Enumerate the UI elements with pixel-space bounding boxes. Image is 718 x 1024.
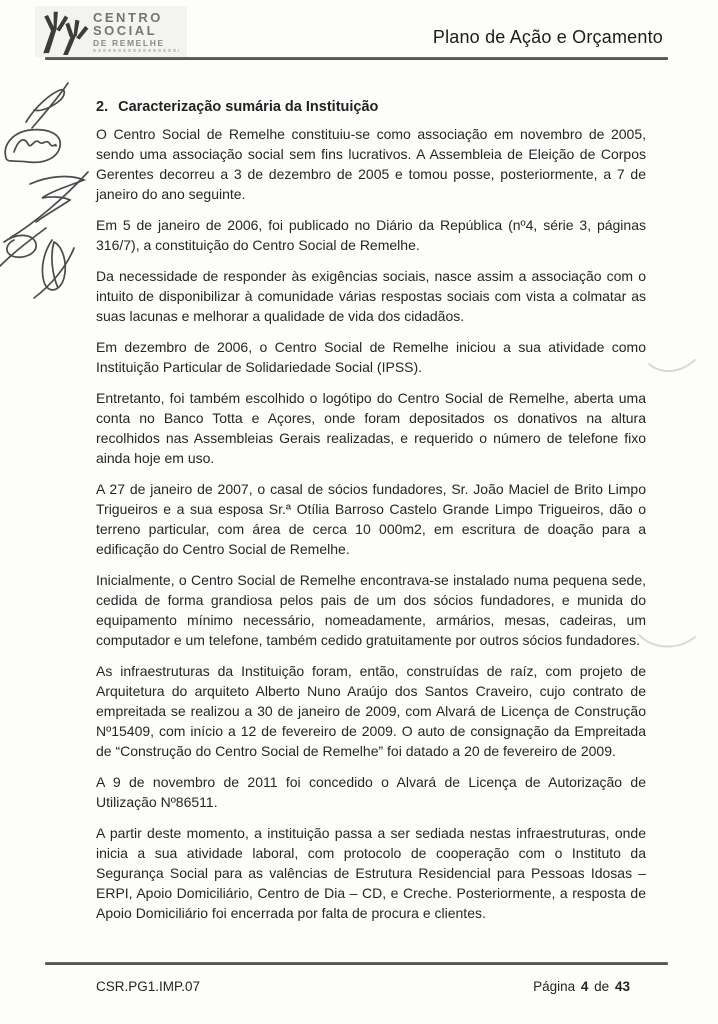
section-heading xyxy=(96,99,646,115)
paragraph: As infraestruturas da Instituição foram, então, construídas de raíz, com projeto de Arquitetura do arquiteto Alberto Nuno Araújo dos Santos Craveiro, cujo contrato de empreitada se realizou a 30 de janeiro de 2009, com Alvará de Licença de Construção Nº15409, com início a 12 de fevereiro de 2009. O auto de consignação da Empreitada de “Construção do Centro Social de Remelhe” foi datado a 20 de fevereiro de 2009. xyxy=(96,663,646,759)
header-rule xyxy=(45,57,668,60)
logo-line-de-remelhe: DE REMELHE xyxy=(93,37,165,48)
paragraph: A 27 de janeiro de 2007, o casal de sócios fundadores, Sr. João Maciel de Brito Limpo Trigueiros e a sua esposa Sr.ª Otília Barroso Castelo Grande Limpo Trigueiros, dão o terreno particular, com área de cerca 10 000m2, em escritura de doação para a edificação do Centro Social de Remelhe. xyxy=(96,481,646,557)
page-indicator xyxy=(531,979,630,994)
paragraph: Inicialmente, o Centro Social de Remelhe encontrava-se instalado numa pequena sede, cedida de forma grandiosa pelos pais de um dos sócios fundadores, e munida do equipamento mínimo necessário, nomeadamente, armários, mesas, cadeiras, um computador e um telefone, também cedido gratuitamente por outros sócios fundadores. xyxy=(96,572,646,648)
section-title: Caracterização sumária da Instituição xyxy=(118,99,379,115)
footer-rule xyxy=(45,962,668,965)
page-connector: de xyxy=(594,979,610,994)
paragraph: O Centro Social de Remelhe constituiu-se como associação em novembro de 2005, sendo uma associação social sem fins lucrativos. A Assembleia de Eleição de Corpos Gerentes decorreu a 3 de dezembro de 2005 e tomou posse, posteriormente, a 7 de janeiro do ano seguinte. xyxy=(96,126,646,202)
paragraph: Da necessidade de responder às exigências sociais, nasce assim a associação com o intuito de disponibilizar à comunidade várias respostas sociais com vista a colmatar as suas lacunas e melhorar a qualidade de vida dos cidadãos. xyxy=(96,268,646,324)
document-title: Plano de Ação e Orçamento xyxy=(432,27,663,47)
document-body xyxy=(96,99,646,934)
document-code: CSR.PG1.IMP.07 xyxy=(96,979,201,994)
page-number: 4 xyxy=(580,979,589,994)
logo-subline-fineprint xyxy=(93,49,179,52)
logo-line-social: SOCIAL xyxy=(93,22,158,38)
section-number: 2. xyxy=(96,99,109,115)
logo-line-centro: CENTRO xyxy=(93,9,163,25)
paragraph: Em dezembro de 2006, o Centro Social de Remelhe iniciou a sua atividade como Instituição Particular de Solidariedade Social (IPSS). xyxy=(96,339,646,375)
scan-artifact-arc xyxy=(645,350,705,380)
page-total: 43 xyxy=(614,979,630,994)
logo-wordmark xyxy=(93,11,179,53)
paragraph: Em 5 de janeiro de 2006, foi publicado no Diário da República (nº4, série 3, páginas 316/7), a constituição do Centro Social de Remelhe. xyxy=(96,217,646,253)
paragraph: Entretanto, foi também escolhido o logótipo do Centro Social de Remelhe, aberta uma conta no Banco Totta e Açores, onde foram depositados os donativos na altura recolhidos nas Assembleias Gerais realizadas, e requerido o número de telefone fixo ainda hoje em uso. xyxy=(96,390,646,466)
hands-logo-icon xyxy=(37,8,91,55)
paragraph: A 9 de novembro de 2011 foi concedido o Alvará de Licença de Autorização de Utilização Nº86511. xyxy=(96,774,646,810)
paragraph: A partir deste momento, a instituição passa a ser sediada nestas infraestruturas, onde inicia a sua atividade laboral, com protocolo de cooperação com o Instituto da Segurança Social para as valências de Estrutura Residencial para Pessoas Idosas – ERPI, Apoio Domiciliário, Centro de Dia – CD, e Creche. Posteriormente, a resposta de Apoio Domiciliário foi encerrada por falta de procura e clientes. xyxy=(96,825,646,921)
page-prefix: Página xyxy=(533,979,576,994)
organization-logo xyxy=(35,6,187,57)
handwritten-signatures xyxy=(0,80,95,300)
